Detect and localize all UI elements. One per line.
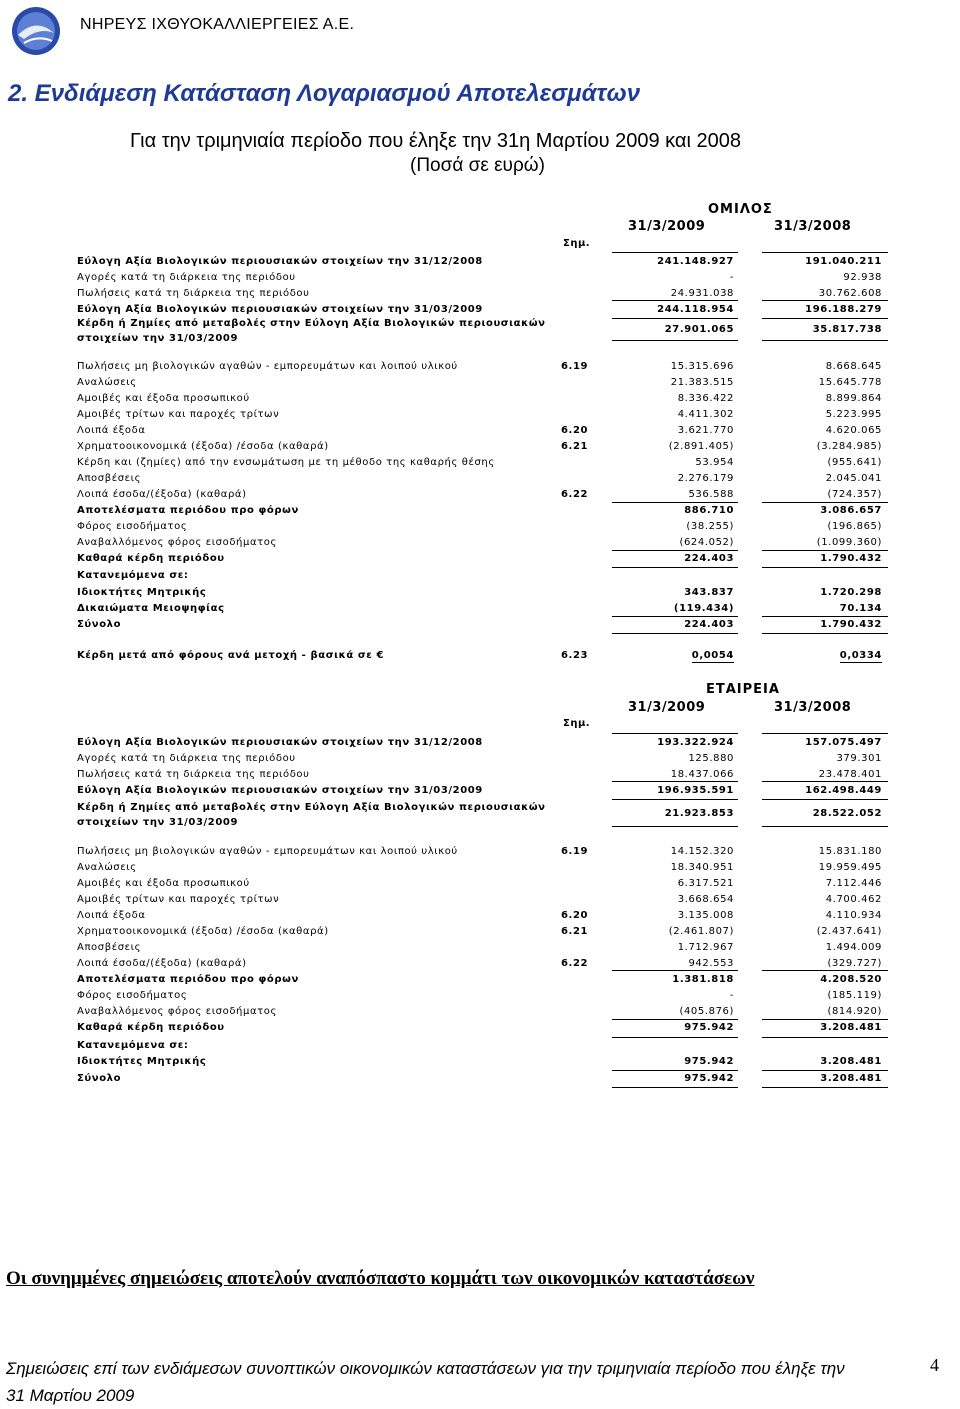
currency-note: (Ποσά σε ευρώ) [410, 155, 545, 176]
table-rule [762, 799, 888, 800]
table-rule [762, 340, 888, 341]
row-label: Σύνολο [77, 1073, 122, 1084]
row-label: Πωλήσεις μη βιολογικών αγαθών - εμπορευμάτων και λοιπού υλικού [77, 361, 458, 372]
row-value-current: 224.403 [684, 553, 734, 564]
group-row [0, 377, 960, 393]
row-value-current: 27.901.065 [664, 324, 734, 335]
table-rule [762, 252, 888, 253]
table-rule [762, 300, 888, 301]
row-value-prior: 379.301 [836, 753, 882, 764]
row-value-prior: (724.357) [827, 489, 882, 500]
group-row [0, 473, 960, 489]
footer-caption: Σημειώσεις επί των ενδιάμεσων συνοπτικών οικονομικών καταστάσεων για την τριμηνιαία περίοδο που έληξε την 31 Μαρτίου 2009 [6, 1359, 845, 1405]
row-value-prior: 4.110.934 [825, 910, 882, 921]
row-label: Πωλήσεις μη βιολογικών αγαθών - εμπορευμάτων και λοιπού υλικού [77, 846, 458, 857]
row-label: Αμοιβές και έξοδα προσωπικού [77, 878, 250, 889]
group-row [0, 521, 960, 537]
row-value-prior: 8.668.645 [825, 361, 882, 372]
company-row [0, 926, 960, 942]
row-value-prior: 92.938 [843, 272, 882, 283]
row-value-prior: (2.437.641) [816, 926, 882, 937]
table-rule [612, 550, 738, 551]
row-note: 6.23 [561, 650, 589, 661]
row-value-prior: 4.620.065 [825, 425, 882, 436]
row-value-current: - [729, 990, 734, 1001]
table-rule [762, 1037, 888, 1038]
row-value-prior: (3.284.985) [816, 441, 882, 452]
row-label: Λοιπά έσοδα/(έξοδα) (καθαρά) [77, 958, 247, 969]
row-value-current: (624.052) [679, 537, 734, 548]
row-label: Πωλήσεις κατά τη διάρκεια της περιόδου [77, 288, 310, 299]
table-rule [762, 733, 888, 734]
company-row [0, 878, 960, 894]
row-value-current: 14.152.320 [670, 846, 734, 857]
row-value-current: 21.923.853 [664, 808, 734, 819]
table-rule [762, 318, 888, 319]
footer-note: Οι συνημμένες σημειώσεις αποτελούν αναπόσπαστο κομμάτι των οικονομικών καταστάσεων [6, 1268, 755, 1289]
table-rule [612, 300, 738, 301]
row-value-current: 3.135.008 [677, 910, 734, 921]
row-value-prior: 1.494.009 [825, 942, 882, 953]
row-note: 6.22 [561, 489, 589, 500]
group-row [0, 288, 960, 304]
company-row [0, 802, 960, 828]
table-rule [612, 633, 738, 634]
table-rule [762, 1087, 888, 1088]
row-value-prior: 15.645.778 [818, 377, 882, 388]
row-value-current: (2.461.807) [668, 926, 734, 937]
row-value-prior: 23.478.401 [818, 769, 882, 780]
row-label-line2: στοιχείων την 31/03/2009 [77, 817, 238, 828]
row-value-prior: 15.831.180 [818, 846, 882, 857]
table-rule [762, 781, 888, 782]
row-value-current: 975.942 [684, 1022, 734, 1033]
row-value-current: 942.553 [688, 958, 734, 969]
row-value-prior: 1.790.432 [820, 619, 882, 630]
row-value-prior: 8.899.864 [825, 393, 882, 404]
row-value-current: 343.837 [684, 587, 734, 598]
row-value-current: 975.942 [684, 1056, 734, 1067]
row-value-current: - [729, 272, 734, 283]
company-row [0, 753, 960, 769]
table-rule [612, 502, 738, 503]
row-value-prior: 7.112.446 [825, 878, 882, 889]
row-note: 6.22 [561, 958, 589, 969]
row-label: Εύλογη Αξία Βιολογικών περιουσιακών στοιχείων την 31/12/2008 [77, 737, 483, 748]
group-col2: 31/3/2008 [774, 219, 852, 234]
table-rule [762, 1070, 888, 1071]
row-value-prior: 162.498.449 [805, 785, 882, 796]
row-value-prior: 157.075.497 [805, 737, 882, 748]
company-logo [10, 5, 62, 57]
row-note: 6.20 [561, 425, 589, 436]
row-value-current: 3.621.770 [677, 425, 734, 436]
row-value-prior: 28.522.052 [812, 808, 882, 819]
row-value-current: 125.880 [688, 753, 734, 764]
row-value-prior: (329.727) [827, 958, 882, 969]
company-note-header: Σημ. [563, 718, 591, 729]
row-value-current: (2.891.405) [668, 441, 734, 452]
row-value-current: (119.434) [673, 603, 734, 614]
table-rule [762, 1019, 888, 1020]
row-value-current: 2.276.179 [677, 473, 734, 484]
group-row [0, 570, 960, 586]
row-value-prior: 1.790.432 [820, 553, 882, 564]
group-col1: 31/3/2009 [628, 219, 706, 234]
group-note-header: Σημ. [563, 238, 591, 249]
row-label-line1: Κέρδη ή Ζημίες από μεταβολές στην Εύλογη Αξία Βιολογικών περιουσιακών [77, 318, 546, 329]
group-row [0, 587, 960, 603]
table-rule [762, 826, 888, 827]
group-row [0, 409, 960, 425]
row-value-current: 8.336.422 [677, 393, 734, 404]
row-label: Ιδιοκτήτες Μητρικής [77, 1056, 207, 1067]
group-row [0, 393, 960, 409]
row-value-current: 4.411.302 [677, 409, 734, 420]
group-row [0, 505, 960, 521]
table-rule [612, 1087, 738, 1088]
row-label: Δικαιώματα Μειοψηφίας [77, 603, 225, 614]
row-label: Ιδιοκτήτες Μητρικής [77, 587, 207, 598]
row-value-current: 18.340.951 [670, 862, 734, 873]
row-note: 6.20 [561, 910, 589, 921]
row-label: Εύλογη Αξία Βιολογικών περιουσιακών στοιχείων την 31/12/2008 [77, 256, 483, 267]
row-value-current: 886.710 [684, 505, 734, 516]
group-row [0, 361, 960, 377]
row-label: Αγορές κατά τη διάρκεια της περιόδου [77, 272, 296, 283]
row-value-prior: 4.700.462 [825, 894, 882, 905]
row-value-prior: 3.086.657 [820, 505, 882, 516]
row-label: Αγορές κατά τη διάρκεια της περιόδου [77, 753, 296, 764]
table-rule [612, 616, 738, 617]
row-label [77, 316, 546, 346]
row-label: Λοιπά έσοδα/(έξοδα) (καθαρά) [77, 489, 247, 500]
row-label: Φόρος εισοδήματος [77, 990, 188, 1001]
company-row [0, 769, 960, 785]
table-rule [762, 633, 888, 634]
row-label-line2: στοιχείων την 31/03/2009 [77, 333, 238, 344]
table-rule [612, 252, 738, 253]
row-value-prior: (814.920) [827, 1006, 882, 1017]
group-title: ΟΜΙΛΟΣ [708, 202, 773, 217]
table-rule [612, 1037, 738, 1038]
row-label: Φόρος εισοδήματος [77, 521, 188, 532]
row-value-prior: 5.223.995 [825, 409, 882, 420]
group-row [0, 441, 960, 457]
company-row [0, 846, 960, 862]
table-rule [612, 567, 738, 568]
row-value-prior: 19.959.495 [818, 862, 882, 873]
row-label: Χρηματοοικονομικά (έξοδα) /έσοδα (καθαρά) [77, 441, 329, 452]
row-label: Αμοιβές τρίτων και παροχές τρίτων [77, 409, 280, 420]
company-row [0, 894, 960, 910]
row-value-prior: 2.045.041 [825, 473, 882, 484]
table-rule [612, 799, 738, 800]
group-row [0, 256, 960, 272]
row-value-current: 1.381.818 [672, 974, 734, 985]
group-row [0, 425, 960, 441]
row-value-current: (405.876) [679, 1006, 734, 1017]
row-value-prior: (185.119) [827, 990, 882, 1001]
row-value-current: 1.712.967 [677, 942, 734, 953]
row-value-current: (38.255) [686, 521, 734, 532]
row-label: Κατανεμόμενα σε: [77, 570, 189, 581]
row-label: Αναβαλλόμενος φόρος εισοδήματος [77, 1006, 277, 1017]
row-value-current: 224.403 [684, 619, 734, 630]
company-row [0, 910, 960, 926]
company-col2: 31/3/2008 [774, 700, 852, 715]
row-value-current: 196.935.591 [657, 785, 734, 796]
group-row [0, 318, 960, 344]
row-label: Λοιπά έξοδα [77, 910, 146, 921]
row-label: Κέρδη μετά από φόρους ανά μετοχή - βασικά σε € [77, 650, 385, 661]
company-row [0, 862, 960, 878]
table-rule [612, 970, 738, 971]
row-label: Πωλήσεις κατά τη διάρκεια της περιόδου [77, 769, 310, 780]
row-label [77, 800, 546, 830]
row-label: Καθαρά κέρδη περιόδου [77, 553, 225, 564]
row-note: 6.21 [561, 926, 589, 937]
company-name: ΝΗΡΕΥΣ ΙΧΘΥΟΚΑΛΛΙΕΡΓΕΙΕΣ Α.Ε. [80, 16, 355, 33]
row-value-prior: 4.208.520 [820, 974, 882, 985]
row-value-prior: 0,0334 [839, 650, 882, 661]
row-value-prior: 191.040.211 [805, 256, 882, 267]
table-rule [762, 502, 888, 503]
row-value-current: 18.437.066 [670, 769, 734, 780]
row-label: Αναβαλλόμενος φόρος εισοδήματος [77, 537, 277, 548]
row-label: Σύνολο [77, 619, 122, 630]
row-value-prior: 1.720.298 [820, 587, 882, 598]
row-value-current: 0,0054 [691, 650, 734, 661]
row-note: 6.21 [561, 441, 589, 452]
row-value-prior: 3.208.481 [820, 1022, 882, 1033]
table-rule [612, 826, 738, 827]
table-rule [762, 550, 888, 551]
company-row [0, 1022, 960, 1038]
row-value-prior: 35.817.738 [812, 324, 882, 335]
row-value-prior: 196.188.279 [805, 304, 882, 315]
group-row [0, 650, 960, 666]
row-label: Αποτελέσματα περιόδου προ φόρων [77, 505, 299, 516]
row-value-current: 241.148.927 [657, 256, 734, 267]
row-value-prior: (1.099.360) [816, 537, 882, 548]
table-rule [762, 567, 888, 568]
company-row [0, 958, 960, 974]
table-rule [612, 318, 738, 319]
row-value-prior: (955.641) [827, 457, 882, 468]
table-rule [612, 781, 738, 782]
row-value-prior: (196.865) [827, 521, 882, 532]
company-row [0, 974, 960, 990]
page-number: 4 [930, 1355, 939, 1375]
company-row [0, 1040, 960, 1056]
row-value-prior: 70.134 [839, 603, 882, 614]
row-value-current: 193.322.924 [657, 737, 734, 748]
period-title: Για την τριμηνιαία περίοδο που έληξε την 31η Μαρτίου 2009 και 2008 [130, 130, 741, 152]
row-label-line1: Κέρδη ή Ζημίες από μεταβολές στην Εύλογη Αξία Βιολογικών περιουσιακών [77, 802, 546, 813]
row-value-prior: 30.762.608 [818, 288, 882, 299]
section-title: 2. Ενδιάμεση Κατάσταση Λογαριασμού Αποτελεσμάτων [8, 80, 641, 107]
table-rule [762, 616, 888, 617]
row-value-current: 3.668.654 [677, 894, 734, 905]
row-label: Εύλογη Αξία Βιολογικών περιουσιακών στοιχείων την 31/03/2009 [77, 785, 483, 796]
group-row [0, 457, 960, 473]
row-note: 6.19 [561, 361, 589, 372]
row-label: Κέρδη και (ζημίες) από την ενσωμάτωση με τη μέθοδο της καθαρής θέσης [77, 457, 495, 468]
row-value-prior: 3.208.481 [820, 1073, 882, 1084]
table-rule [612, 733, 738, 734]
company-row [0, 990, 960, 1006]
row-value-current: 244.118.954 [657, 304, 734, 315]
row-value-current: 15.315.696 [670, 361, 734, 372]
row-label: Χρηματοοικονομικά (έξοδα) /έσοδα (καθαρά) [77, 926, 329, 937]
row-label: Αποσβέσεις [77, 942, 142, 953]
row-label: Αποσβέσεις [77, 473, 142, 484]
row-value-current: 536.588 [688, 489, 734, 500]
row-value-current: 21.383.515 [670, 377, 734, 388]
row-value-prior: 3.208.481 [820, 1056, 882, 1067]
row-value-current: 6.317.521 [677, 878, 734, 889]
table-rule [612, 340, 738, 341]
row-label: Εύλογη Αξία Βιολογικών περιουσιακών στοιχείων την 31/03/2009 [77, 304, 483, 315]
table-rule [612, 1070, 738, 1071]
table-rule [762, 970, 888, 971]
row-label: Καθαρά κέρδη περιόδου [77, 1022, 225, 1033]
row-value-current: 975.942 [684, 1073, 734, 1084]
group-row [0, 272, 960, 288]
row-label: Αναλώσεις [77, 377, 137, 388]
company-row [0, 942, 960, 958]
row-value-current: 53.954 [695, 457, 734, 468]
row-label: Κατανεμόμενα σε: [77, 1040, 189, 1051]
row-label: Αναλώσεις [77, 862, 137, 873]
row-note: 6.19 [561, 846, 589, 857]
company-title: ΕΤΑΙΡΕΙΑ [706, 682, 780, 697]
company-col1: 31/3/2009 [628, 700, 706, 715]
row-label: Λοιπά έξοδα [77, 425, 146, 436]
row-value-current: 24.931.038 [670, 288, 734, 299]
table-rule [612, 1019, 738, 1020]
row-label: Αμοιβές και έξοδα προσωπικού [77, 393, 250, 404]
company-row [0, 737, 960, 753]
row-label: Αποτελέσματα περιόδου προ φόρων [77, 974, 299, 985]
row-label: Αμοιβές τρίτων και παροχές τρίτων [77, 894, 280, 905]
